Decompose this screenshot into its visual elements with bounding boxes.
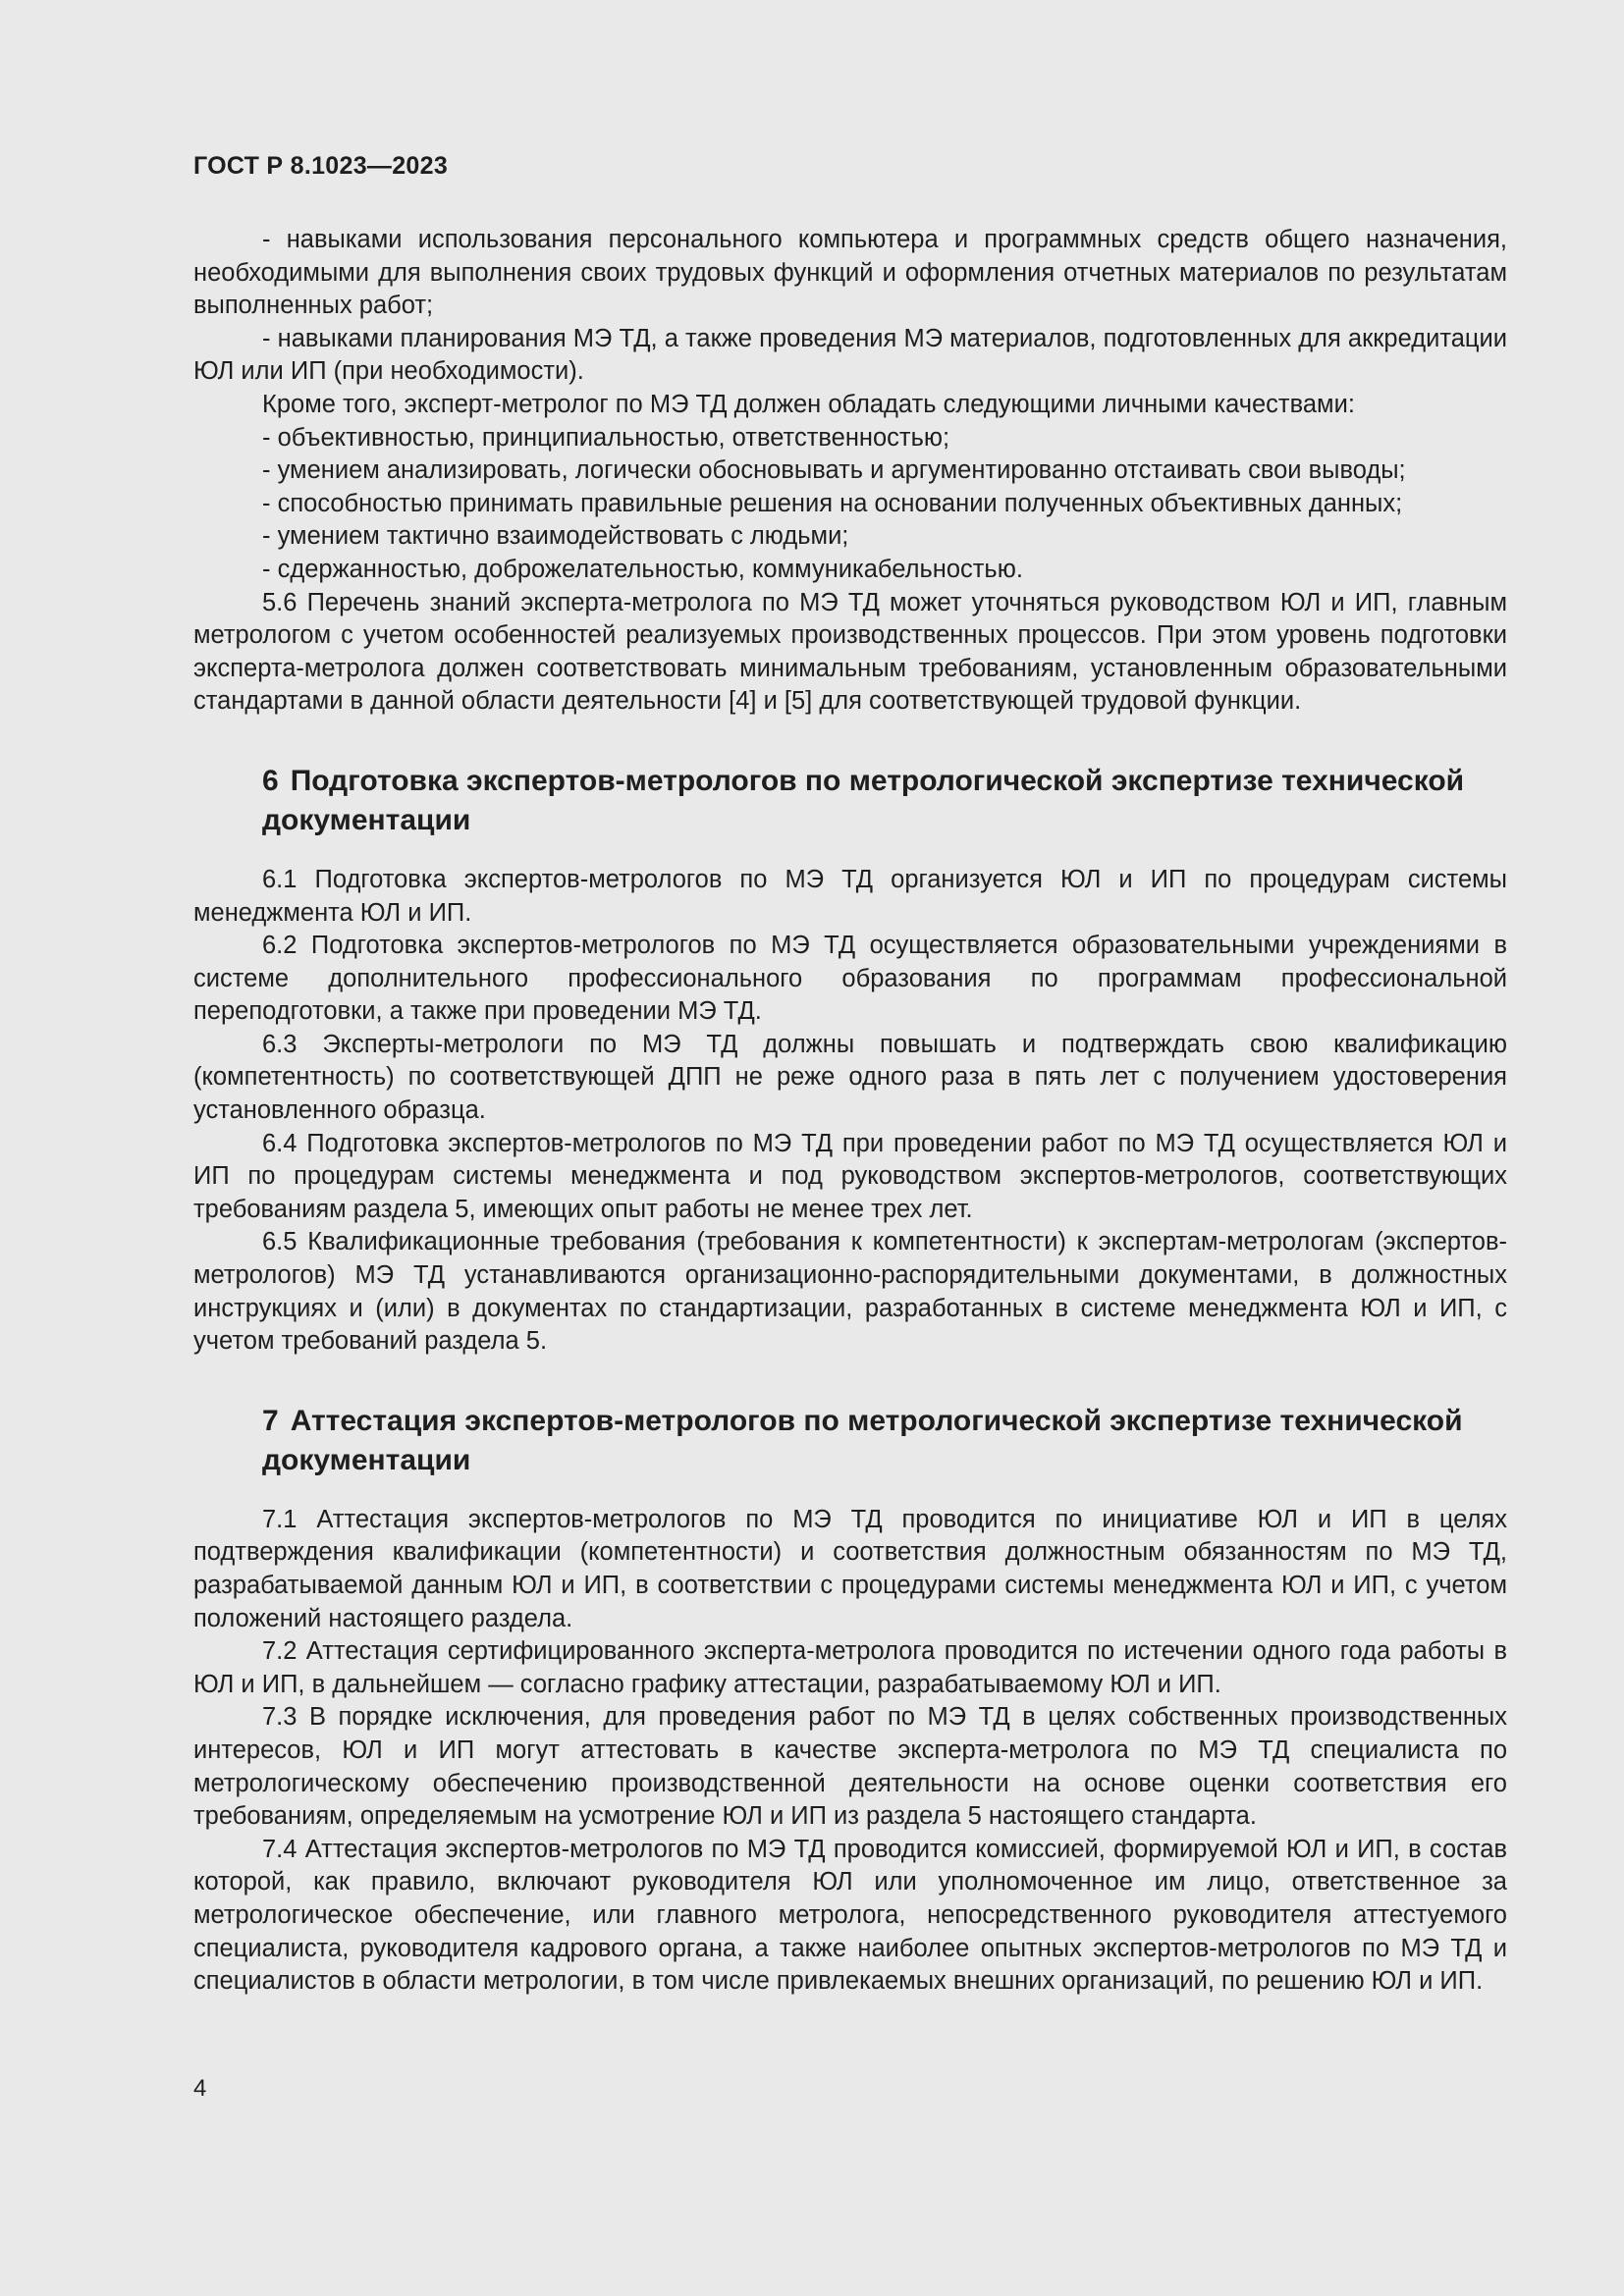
document-header-standard-number: ГОСТ Р 8.1023—2023: [193, 152, 449, 180]
list-item-quality: - умением анализировать, логически обосновывать и аргументированно отстаивать свои выводы;: [262, 456, 1406, 485]
paragraph-6-1: 6.1 Подготовка экспертов-метрологов по МЭ ТД организуется ЮЛ и ИП по процедурам системы менеджмента ЮЛ и ИП.: [193, 865, 1507, 927]
paragraph-6-2: 6.2 Подготовка экспертов-метрологов по МЭ ТД осуществляется образовательными учреждениями в системе дополнительного профессионального образования по программам профессиональной переподготовки, а также при проведении МЭ ТД.: [193, 932, 1507, 1026]
list-item-quality: - умением тактично взаимодействовать с людьми;: [262, 522, 849, 551]
section-6-heading: [262, 762, 1507, 840]
paragraph-skill-planning: - навыками планирования МЭ ТД, а также проведения МЭ материалов, подготовленных для аккредитации ЮЛ или ИП (при необходимости).: [193, 324, 1507, 386]
paragraph-7-1: 7.1 Аттестация экспертов-метрологов по МЭ ТД проводится по инициативе ЮЛ и ИП в целях подтверждения квалификации (компетентности) и соответствия должностным обязанностям по МЭ ТД, разрабатываемой данным ЮЛ и ИП, в соответствии с процедурами системы менеджмента ЮЛ и ИП, с учетом положений настоящего раздела.: [193, 1505, 1507, 1632]
document-body: [193, 224, 1507, 1999]
section-6-number: 6: [262, 764, 279, 797]
page-number: 4: [193, 2075, 207, 2102]
section-7-title: Аттестация экспертов-метрологов по метрологической экспертизе технической документации: [262, 1404, 1463, 1476]
paragraph-skill-pc: - навыками использования персонального компьютера и программных средств общего назначения, необходимыми для выполнения своих трудовых функций и оформления отчетных материалов по результатам выполненных работ;: [193, 226, 1507, 320]
paragraph-7-4: 7.4 Аттестация экспертов-метрологов по МЭ ТД проводится комиссией, формируемой ЮЛ и ИП, в состав которой, как правило, включают руководителя ЮЛ или уполномоченное им лицо, ответственное за метрологическое обеспечение, или главного метролога, непосредственного руководителя аттестуемого специалиста, руководителя кадрового органа, а также наиболее опытных экспертов-метрологов по МЭ ТД и специалистов в области метрологии, в том числе привлекаемых внешних организаций, по решению ЮЛ и ИП.: [193, 1835, 1507, 1996]
list-item-quality: - объективностью, принципиальностью, ответственностью;: [262, 423, 950, 452]
paragraph-6-5: 6.5 Квалификационные требования (требования к компетентности) к экспертам-метрологам (экспертов-метрологов) МЭ ТД устанавливаются организационно-распорядительными документами, в должностных инструкциях и (или) в документах по стандартизации, разработанных в системе менеджмента ЮЛ и ИП, с учетом требований раздела 5.: [193, 1228, 1507, 1356]
list-item-quality: - сдержанностью, доброжелательностью, коммуникабельностью.: [262, 555, 1023, 583]
paragraph-6-4: 6.4 Подготовка экспертов-метрологов по МЭ ТД при проведении работ по МЭ ТД осуществляется ЮЛ и ИП по процедурам системы менеджмента и под руководством экспертов-метрологов, соответствующих требованиям раздела 5, имеющих опыт работы не менее трех лет.: [193, 1129, 1507, 1223]
paragraph-7-2: 7.2 Аттестация сертифицированного эксперта-метролога проводится по истечении одного года работы в ЮЛ и ИП, в дальнейшем — согласно графику аттестации, разрабатываемому ЮЛ и ИП.: [193, 1637, 1507, 1698]
section-7-heading: [262, 1402, 1507, 1480]
paragraph-6-3: 6.3 Эксперты-метрологи по МЭ ТД должны повышать и подтверждать свою квалификацию (компетентность) по соответствующей ДПП не реже одного раза в пять лет с получением удостоверения установленного образца.: [193, 1030, 1507, 1125]
list-item-quality: - способностью принимать правильные решения на основании полученных объективных данных;: [262, 489, 1403, 517]
paragraph-personal-qualities-intro: Кроме того, эксперт-метролог по МЭ ТД должен обладать следующими личными качествами:: [262, 390, 1355, 418]
section-6-title: Подготовка экспертов-метрологов по метрологической экспертизе технической документации: [262, 764, 1465, 836]
paragraph-5-6: 5.6 Перечень знаний эксперта-метролога по МЭ ТД может уточняться руководством ЮЛ и ИП, главным метрологом с учетом особенностей реализуемых производственных процессов. При этом уровень подготовки эксперта-метролога должен соответствовать минимальным требованиям, установленным образовательными стандартами в данной области деятельности [4] и [5] для соответствующей трудовой функции.: [193, 588, 1507, 716]
paragraph-7-3: 7.3 В порядке исключения, для проведения работ по МЭ ТД в целях собственных производственных интересов, ЮЛ и ИП могут аттестовать в качестве эксперта-метролога по МЭ ТД специалиста по метрологическому обеспечению производственной деятельности на основе оценки соответствия его требованиям, определяемым на усмотрение ЮЛ и ИП из раздела 5 настоящего стандарта.: [193, 1703, 1507, 1831]
section-7-number: 7: [262, 1404, 279, 1437]
